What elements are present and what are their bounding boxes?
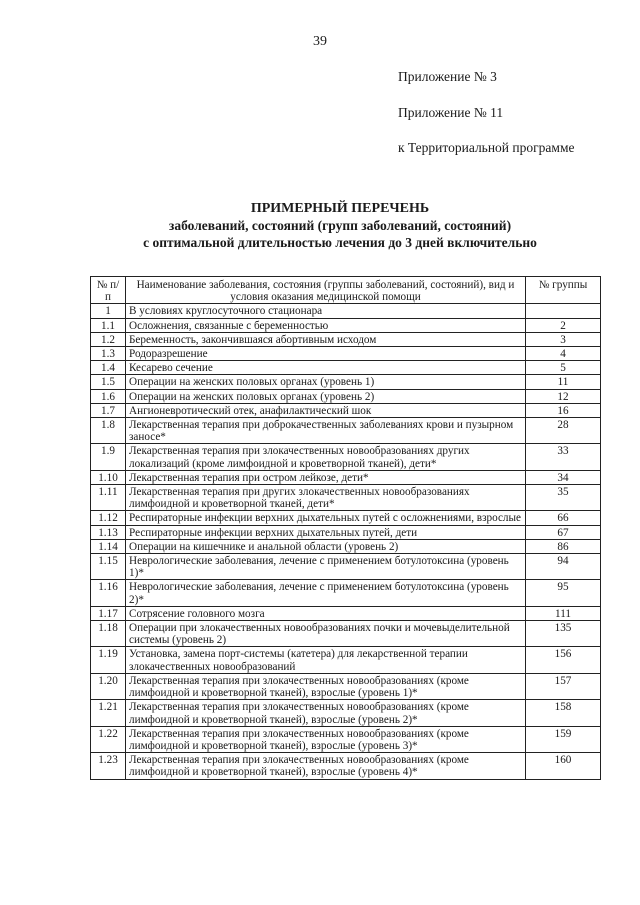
row-name: Операции на кишечнике и анальной области (уровень 2) — [126, 539, 526, 553]
row-group: 28 — [526, 418, 601, 444]
row-group: 16 — [526, 403, 601, 417]
document-title — [0, 200, 640, 251]
table-row — [91, 511, 601, 525]
table-header-row — [91, 277, 601, 304]
table-row — [91, 470, 601, 484]
row-number: 1.17 — [91, 606, 126, 620]
row-number: 1.2 — [91, 332, 126, 346]
row-number: 1.18 — [91, 621, 126, 647]
row-group: 66 — [526, 511, 601, 525]
table-row — [91, 361, 601, 375]
row-group: 4 — [526, 347, 601, 361]
row-number: 1.22 — [91, 726, 126, 752]
table-row — [91, 375, 601, 389]
table-row — [91, 606, 601, 620]
row-group: 111 — [526, 606, 601, 620]
table-row — [91, 444, 601, 470]
table-row — [91, 304, 601, 318]
row-number: 1.15 — [91, 554, 126, 580]
row-number: 1.7 — [91, 403, 126, 417]
row-name: Неврологические заболевания, лечение с применением ботулотоксина (уровень 1)* — [126, 554, 526, 580]
table-row — [91, 673, 601, 699]
row-group: 159 — [526, 726, 601, 752]
table-row — [91, 753, 601, 779]
row-name: Лекарственная терапия при злокачественных новообразованиях (кроме лимфоидной и кроветворной тканей), взрослые (уровень 2)* — [126, 700, 526, 726]
table-row — [91, 647, 601, 673]
page-number: 39 — [313, 34, 327, 49]
row-name: Лекарственная терапия при злокачественных новообразованиях (кроме лимфоидной и кроветворной тканей), взрослые (уровень 1)* — [126, 673, 526, 699]
row-name: Кесарево сечение — [126, 361, 526, 375]
row-group: 156 — [526, 647, 601, 673]
table-row — [91, 726, 601, 752]
table-row — [91, 554, 601, 580]
row-number: 1.11 — [91, 485, 126, 511]
appendix-3-label: Приложение № 3 — [398, 69, 497, 84]
header-group: № группы — [526, 277, 601, 304]
row-name: Неврологические заболевания, лечение с применением ботулотоксина (уровень 2)* — [126, 580, 526, 606]
row-group: 135 — [526, 621, 601, 647]
row-number: 1.10 — [91, 470, 126, 484]
row-name: Ангионевротический отек, анафилактический шок — [126, 403, 526, 417]
header-name: Наименование заболевания, состояния (группы заболеваний, состояний), вид и условия оказания медицинской помощи — [126, 277, 526, 304]
row-group: 35 — [526, 485, 601, 511]
territorial-program-label: к Территориальной программе — [398, 140, 575, 155]
table-row — [91, 700, 601, 726]
row-name: Операции на женских половых органах (уровень 1) — [126, 375, 526, 389]
row-number: 1.12 — [91, 511, 126, 525]
row-name: Лекарственная терапия при доброкачественных заболеваниях крови и пузырном заносе* — [126, 418, 526, 444]
row-name: Лекарственная терапия при других злокачественных новообразованиях лимфоидной и кроветворной тканей, дети* — [126, 485, 526, 511]
row-group: 158 — [526, 700, 601, 726]
row-group: 160 — [526, 753, 601, 779]
table-row — [91, 389, 601, 403]
row-number: 1 — [91, 304, 126, 318]
row-name: Родоразрешение — [126, 347, 526, 361]
row-name: В условиях круглосуточного стационара — [126, 304, 526, 318]
row-name: Респираторные инфекции верхних дыхательных путей, дети — [126, 525, 526, 539]
table-row — [91, 580, 601, 606]
row-number: 1.5 — [91, 375, 126, 389]
disease-list-table — [90, 276, 601, 780]
row-group: 94 — [526, 554, 601, 580]
row-group — [526, 304, 601, 318]
row-group: 3 — [526, 332, 601, 346]
table-row — [91, 403, 601, 417]
row-name: Осложнения, связанные с беременностью — [126, 318, 526, 332]
title-subtitle-1: заболеваний, состояний (групп заболеваний, состояний) — [168, 218, 512, 233]
table-row — [91, 525, 601, 539]
row-name: Лекарственная терапия при остром лейкозе, дети* — [126, 470, 526, 484]
appendix-11-label: Приложение № 11 — [398, 105, 504, 120]
row-name: Лекарственная терапия при злокачественных новообразованиях других локализаций (кроме лимфоидной и кроветворной тканей), дети* — [126, 444, 526, 470]
row-name: Установка, замена порт-системы (катетера) для лекарственной терапии злокачественных новообразований — [126, 647, 526, 673]
row-group: 5 — [526, 361, 601, 375]
row-group: 12 — [526, 389, 601, 403]
row-number: 1.9 — [91, 444, 126, 470]
header-num: № п/п — [91, 277, 126, 304]
row-name: Операции на женских половых органах (уровень 2) — [126, 389, 526, 403]
row-name: Лекарственная терапия при злокачественных новообразованиях (кроме лимфоидной и кроветворной тканей), взрослые (уровень 3)* — [126, 726, 526, 752]
row-name: Респираторные инфекции верхних дыхательных путей с осложнениями, взрослые — [126, 511, 526, 525]
row-number: 1.23 — [91, 753, 126, 779]
table-row — [91, 318, 601, 332]
table-row — [91, 347, 601, 361]
row-group: 67 — [526, 525, 601, 539]
row-number: 1.16 — [91, 580, 126, 606]
row-name: Сотрясение головного мозга — [126, 606, 526, 620]
row-number: 1.1 — [91, 318, 126, 332]
table-row — [91, 621, 601, 647]
row-number: 1.6 — [91, 389, 126, 403]
row-number: 1.14 — [91, 539, 126, 553]
title-subtitle-2: с оптимальной длительностью лечения до 3 дней включительно — [143, 235, 537, 250]
row-number: 1.3 — [91, 347, 126, 361]
table-row — [91, 332, 601, 346]
table-row — [91, 485, 601, 511]
row-number: 1.13 — [91, 525, 126, 539]
row-group: 11 — [526, 375, 601, 389]
row-number: 1.8 — [91, 418, 126, 444]
row-group: 2 — [526, 318, 601, 332]
row-group: 95 — [526, 580, 601, 606]
row-group: 33 — [526, 444, 601, 470]
row-group: 86 — [526, 539, 601, 553]
row-number: 1.4 — [91, 361, 126, 375]
title-main: ПРИМЕРНЫЙ ПЕРЕЧЕНЬ — [250, 201, 430, 216]
row-number: 1.20 — [91, 673, 126, 699]
row-group: 157 — [526, 673, 601, 699]
row-name: Лекарственная терапия при злокачественных новообразованиях (кроме лимфоидной и кроветворной тканей), взрослые (уровень 4)* — [126, 753, 526, 779]
table-row — [91, 539, 601, 553]
row-name: Беременность, закончившаяся абортивным исходом — [126, 332, 526, 346]
table-row — [91, 418, 601, 444]
row-number: 1.19 — [91, 647, 126, 673]
row-name: Операции при злокачественных новообразованиях почки и мочевыделительной системы (уровень 2) — [126, 621, 526, 647]
row-group: 34 — [526, 470, 601, 484]
row-number: 1.21 — [91, 700, 126, 726]
